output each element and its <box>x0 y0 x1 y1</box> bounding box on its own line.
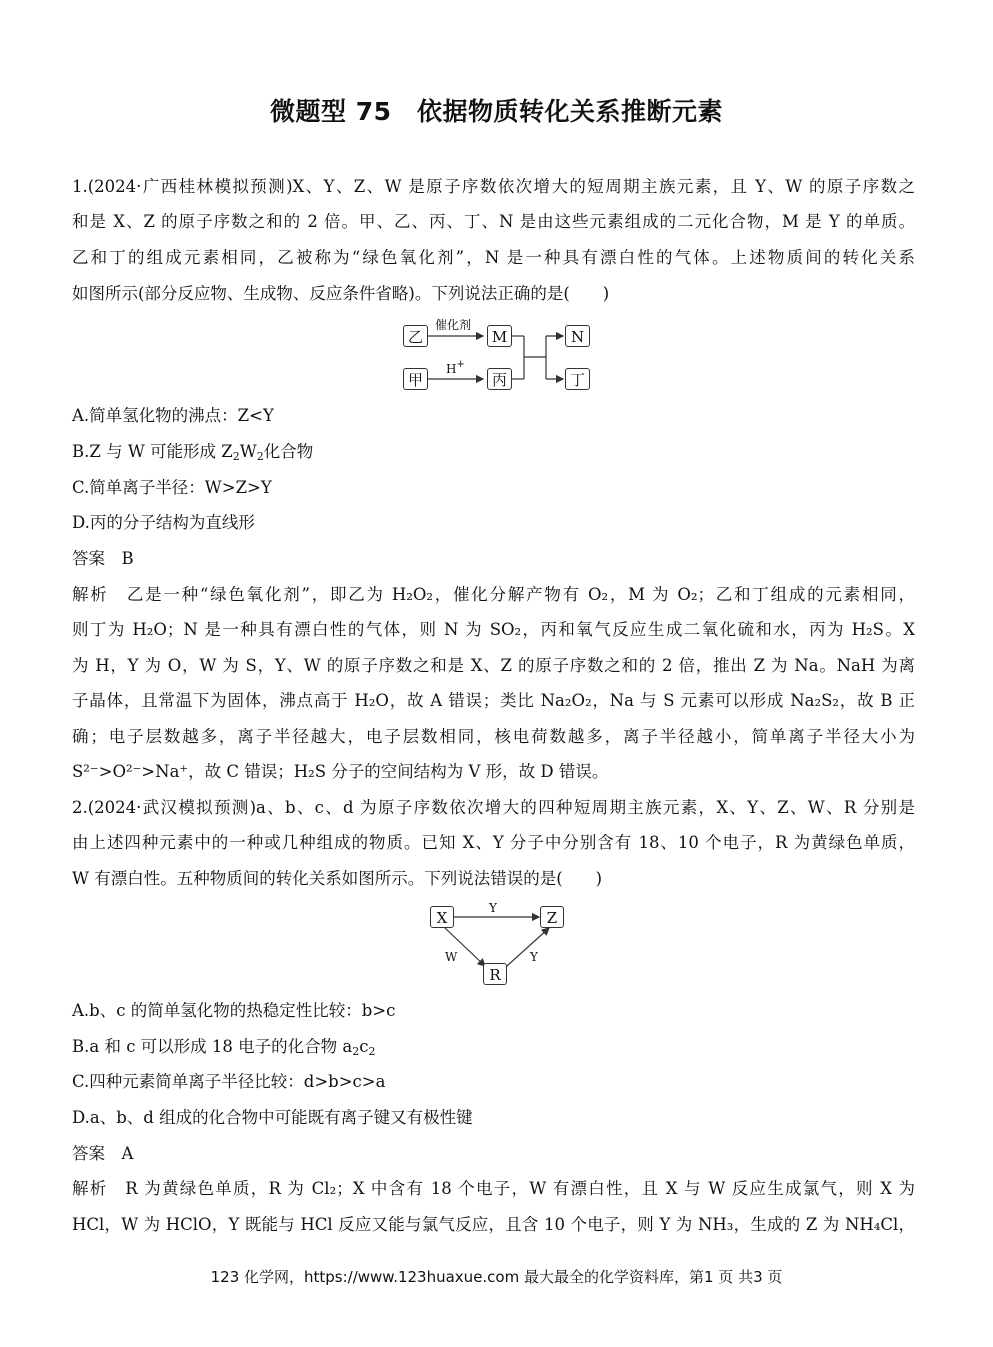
substance-ding-box: 丁 <box>565 368 590 390</box>
q2-answer: 答案 A <box>72 1144 134 1163</box>
arrow-label-y-top: Y <box>489 901 497 915</box>
q1-explanation-line: 则丁为 H₂O；N 是一种具有漂白性的气体，则 N 为 SO₂，丙和氧气反应生成二氧化硫和水，丙为 H₂S。X <box>72 620 915 639</box>
q2-option-b: B.a 和 c 可以形成 18 电子的化合物 $a_2c_2$ <box>72 1037 376 1058</box>
q1-explanation-line: 子晶体，且常温下为固体，沸点高于 H₂O，故 A 错误；类比 Na₂O₂，Na 与 S 元素可以形成 Na₂S₂，故 B 正 <box>72 691 915 710</box>
q1-explanation-line: 确；电子层数越多，离子半径越大，电子层数相同，核电荷数越多，离子半径越小，简单离子半径大小为 <box>72 727 915 746</box>
q2-option-a: A.b、c 的简单氢化物的热稳定性比较：b>c <box>72 1001 396 1020</box>
substance-m-box: M <box>487 325 512 347</box>
q2-option-c: C.四种元素简单离子半径比较：d>b>c>a <box>72 1072 386 1091</box>
h-ion-label: H+ <box>446 359 465 376</box>
substance-r-box: R <box>483 963 507 985</box>
arrow-label-w: W <box>445 950 458 964</box>
substance-n-box: N <box>565 325 590 347</box>
q2-explanation-line: 解析 R 为黄绿色单质，R 为 Cl₂；X 中含有 18 个电子，W 有漂白性，且 X 与 W 反应生成氯气，则 X 为 <box>72 1179 915 1198</box>
substance-z-box: Z <box>540 906 564 928</box>
q1-stem-line: 和是 X、Z 的原子序数之和的 2 倍。甲、乙、丙、丁、N 是由这些元素组成的二元化合物，M 是 Y 的单质。 <box>72 212 915 231</box>
q1-option-a: A.简单氢化物的沸点：Z<Y <box>72 406 274 425</box>
q2-stem-line: W 有漂白性。五种物质间的转化关系如图所示。下列说法错误的是( ) <box>72 869 603 888</box>
substance-x-box: X <box>430 906 454 928</box>
q1-explanation-line: 为 H，Y 为 O，W 为 S，Y、W 的原子序数之和是 X、Z 的原子序数之和的 2 倍，推出 Z 为 Na。NaH 为离 <box>72 656 915 675</box>
q1-option-d: D.丙的分子结构为直线形 <box>72 513 255 532</box>
q2-conversion-diagram <box>425 900 575 990</box>
q2-stem-line: 2.(2024·武汉模拟预测)a、b、c、d 为原子序数依次增大的四种短周期主族元素，X、Y、Z、W、R 分别是 <box>72 798 915 817</box>
q2-explanation-line: HCl，W 为 HClO，Y 既能与 HCl 反应又能与氯气反应，且含 10 个电子，则 Y 为 NH₃，生成的 Z 为 NH₄Cl， <box>72 1215 915 1234</box>
page-footer: 123 化学网，https://www.123huaxue.com 最大最全的化学资料库，第1 页 共3 页 <box>210 1268 783 1286</box>
arrow-label-y-right: Y <box>530 950 538 964</box>
q1-option-c: C.简单离子半径：W>Z>Y <box>72 478 272 497</box>
substance-jia-box: 甲 <box>403 368 428 390</box>
q2-stem-line: 由上述四种元素中的一种或几种组成的物质。已知 X、Y 分子中分别含有 18、10 个电子，R 为黄绿色单质， <box>72 833 915 852</box>
q2-option-d: D.a、b、d 组成的化合物中可能既有离子键又有极性键 <box>72 1108 473 1127</box>
substance-yi-box: 乙 <box>403 325 428 347</box>
q1-explanation-line: S²⁻>O²⁻>Na⁺，故 C 错误；H₂S 分子的空间结构为 V 形，故 D 错误。 <box>72 762 609 781</box>
substance-bing-box: 丙 <box>487 368 512 390</box>
q1-answer: 答案 B <box>72 549 134 568</box>
catalyst-label: 催化剂 <box>435 318 472 332</box>
q1-explanation-line: 解析 乙是一种“绿色氧化剂”，即乙为 H₂O₂，催化分解产物有 O₂，M 为 O₂；乙和丁组成的元素相同， <box>72 585 915 604</box>
q1-option-b: B.Z 与 W 可能形成 $Z_2W_2$化合物 <box>72 442 314 463</box>
q1-stem-line: 1.(2024·广西桂林模拟预测)X、Y、Z、W 是原子序数依次增大的短周期主族元素，且 Y、W 的原子序数之 <box>72 177 915 196</box>
page-title: 微题型 75 依据物质转化关系推断元素 <box>270 97 723 126</box>
q1-stem-line: 如图所示(部分反应物、生成物、反应条件省略)。下列说法正确的是( ) <box>72 284 610 303</box>
q1-stem-line: 乙和丁的组成元素相同，乙被称为“绿色氧化剂”，N 是一种具有漂白性的气体。上述物质间的转化关系 <box>72 248 915 267</box>
q1-conversion-diagram <box>400 318 600 394</box>
